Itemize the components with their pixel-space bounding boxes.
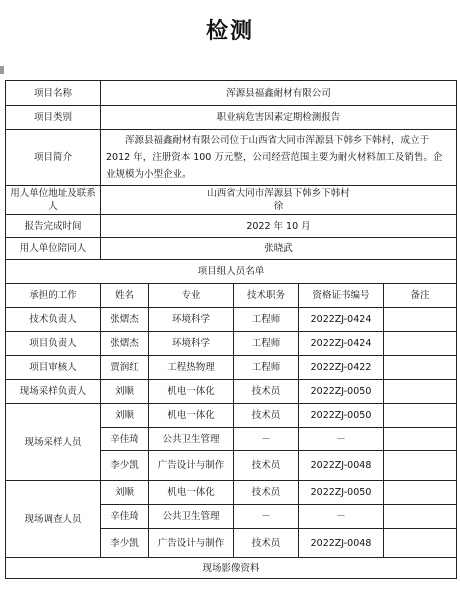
cell-cert: 2022ZJ-0422 [299,356,384,380]
value-address [101,186,457,215]
cell-name: 张熠杰 [101,332,149,356]
cell-duty: 技术负责人 [6,308,101,332]
cell-survey-duty: 现场调查人员 [6,481,101,558]
cell-title: 工程师 [234,356,299,380]
cell-note [384,380,457,404]
contact-name: 徐 [273,201,284,212]
label-escort: 用人单位陪同人 [6,238,101,260]
row-address [6,186,457,215]
header-cert: 资格证书编号 [299,284,384,308]
cell-major: 广告设计与制作 [149,529,234,558]
value-project-name: 浑源县福鑫耐材有限公司 [101,81,457,106]
cell-major: 机电一体化 [149,380,234,404]
header-major: 专业 [149,284,234,308]
cell-name: 李少凯 [101,451,149,481]
cell-cert: 2022ZJ-0048 [299,451,384,481]
cell-duty: 项目审核人 [6,356,101,380]
cell-title: － [234,505,299,529]
cell-sampling-duty: 现场采样人员 [6,404,101,481]
label-project-intro: 项目简介 [6,130,101,186]
header-duty: 承担的工作 [6,284,101,308]
label-project-name: 项目名称 [6,81,101,106]
value-project-type: 职业病危害因素定期检测报告 [101,106,457,130]
cell-title: 工程师 [234,332,299,356]
table-row [6,481,457,505]
cell-cert: － [299,428,384,451]
header-note: 备注 [384,284,457,308]
cell-note [384,529,457,558]
cell-name: 辛佳琦 [101,505,149,529]
cell-title: 技术员 [234,404,299,428]
cell-major: 机电一体化 [149,481,234,505]
cell-major: 公共卫生管理 [149,428,234,451]
footer-section-title: 现场影像资料 [6,558,457,579]
row-completion [6,215,457,238]
cell-name: 贾润红 [101,356,149,380]
cell-note [384,481,457,505]
team-section-title: 项目组人员名单 [6,260,457,284]
cell-cert: － [299,505,384,529]
cell-note [384,308,457,332]
cell-cert: 2022ZJ-0050 [299,380,384,404]
row-team-title [6,260,457,284]
cell-note [384,505,457,529]
cell-note [384,404,457,428]
cell-title: 技术员 [234,451,299,481]
cell-duty: 现场采样负责人 [6,380,101,404]
value-escort: 张晓武 [101,238,457,260]
row-footer-section [6,558,457,579]
document-title: 检测 [205,19,254,44]
cell-major: 环境科学 [149,332,234,356]
label-project-type: 项目类别 [6,106,101,130]
value-project-intro: 浑源县福鑫耐材有限公司位于山西省大同市浑源县下韩乡下韩村，成立于 2012 年，注册资本 100 万元整，公司经营范围主要为耐火材料加工及销售。企业规模为小型企业。 [101,130,457,186]
cell-name: 辛佳琦 [101,428,149,451]
value-completion: 2022 年 10 月 [101,215,457,238]
cell-title: 技术员 [234,481,299,505]
cell-title: 工程师 [234,308,299,332]
cell-note [384,332,457,356]
cell-title: － [234,428,299,451]
cell-major: 机电一体化 [149,404,234,428]
project-info-table [5,80,457,579]
cell-note [384,428,457,451]
table-row [6,308,457,332]
cell-cert: 2022ZJ-0424 [299,308,384,332]
cell-major: 工程热物理 [149,356,234,380]
cell-duty: 项目负责人 [6,332,101,356]
cell-cert: 2022ZJ-0048 [299,529,384,558]
address-text: 山西省大同市浑源县下韩乡下韩村 [207,188,350,199]
cell-major: 广告设计与制作 [149,451,234,481]
cell-name: 张熠杰 [101,308,149,332]
team-header-row [6,284,457,308]
cell-cert: 2022ZJ-0424 [299,332,384,356]
cell-title: 技术员 [234,380,299,404]
table-row [6,404,457,428]
cell-name: 刘顺 [101,481,149,505]
table-row [6,356,457,380]
cell-cert: 2022ZJ-0050 [299,481,384,505]
row-project-type [6,106,457,130]
cell-name: 李少凯 [101,529,149,558]
cell-title: 技术员 [234,529,299,558]
row-project-name [6,81,457,106]
cell-cert: 2022ZJ-0050 [299,404,384,428]
table-row [6,380,457,404]
margin-marker [0,66,4,74]
cell-name: 刘顺 [101,404,149,428]
cell-major: 环境科学 [149,308,234,332]
cell-major: 公共卫生管理 [149,505,234,529]
row-project-intro [6,130,457,186]
header-name: 姓名 [101,284,149,308]
cell-note [384,451,457,481]
row-escort [6,238,457,260]
cell-note [384,356,457,380]
header-title: 技术职务 [234,284,299,308]
label-address: 用人单位地址及联系人 [6,186,101,215]
cell-name: 刘顺 [101,380,149,404]
label-completion: 报告完成时间 [6,215,101,238]
table-row [6,332,457,356]
